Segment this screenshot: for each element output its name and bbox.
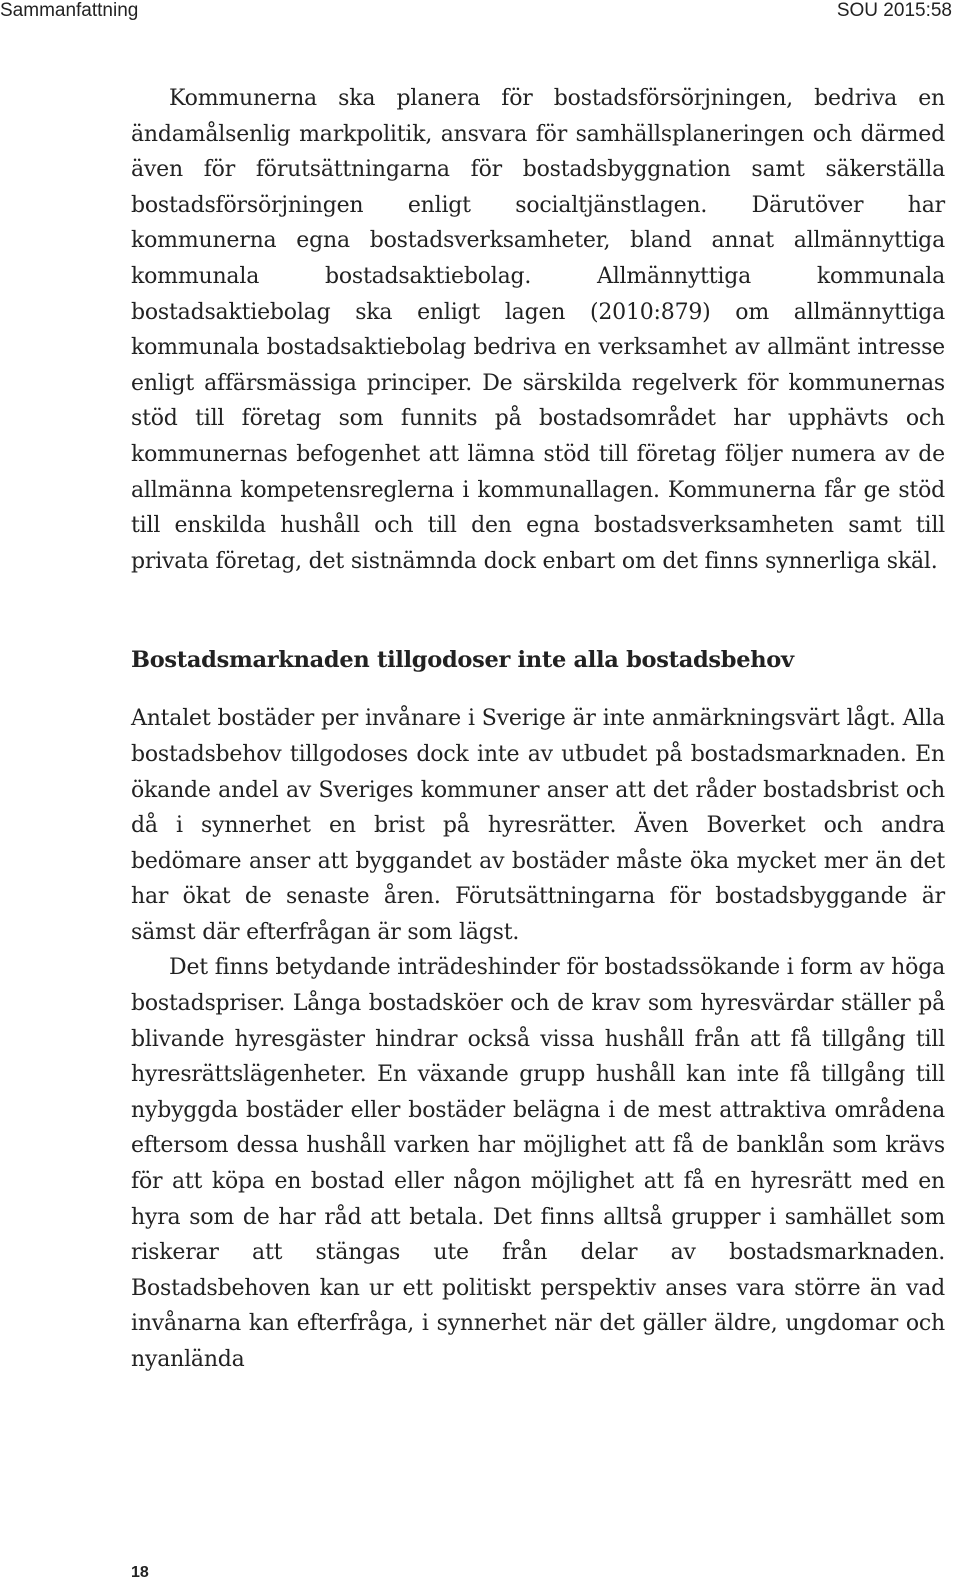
running-head-section: Sammanfattning (0, 0, 139, 21)
paragraph-entry-barriers: Det finns betydande inträdeshinder för bostadssökande i form av höga bostadspriser. Långa bostadsköer och de krav som hyresvärdar ställer på blivande hyresgäster hindrar också vissa hushåll från att få tillgång till hyresrättslägenheter. En växande grupp hushåll kan inte få tillgång till nybyggda bostäder eller bostäder belägna i de mest attraktiva områdena eftersom dessa hushåll varken har möjlighet att få de banklån som krävs för att köpa en bostad eller någon möjlighet att få en hyresrätt med en hyra som de har råd att betala. Det finns alltså grupper i samhället som riskerar att stängas ute från delar av bostadsmarknaden. Bostadsbehoven kan ur ett politiskt perspektiv anses vara större än vad invånarna kan efterfråga, i synnerhet när det gäller äldre, ungdomar och nyanlända (131, 955, 945, 1372)
paragraph-housing-shortage: Antalet bostäder per invånare i Sverige är inte anmärkningsvärt lågt. Alla bostadsbehov tillgodoses dock inte av utbudet på bostadsmarknaden. En ökande andel av Sveriges kommuner anser att det råder bostadsbrist och då i synnerhet en brist på hyresrätter. Även Boverket och andra bedömare anser att byggandet av bostäder måste öka mycket mer än det har ökat de senaste åren. Förutsättningarna för bostadsbyggande är sämst där efterfrågan är som lägst. (131, 706, 945, 945)
running-head-report-id: SOU 2015:58 (836, 0, 952, 21)
page-number: 18 (131, 1564, 149, 1581)
section-heading: Bostadsmarknaden tillgodoser inte alla bostadsbehov (131, 647, 794, 674)
paragraph-municipal-responsibility: Kommunerna ska planera för bostadsförsörjningen, bedriva en ändamålsenlig markpolitik, ansvara för samhällsplaneringen och därmed även för förutsättningarna för bostadsbyggnation samt säkerställa bostadsförsörjningen enligt socialtjänstlagen. Därutöver har kommunerna egna bostadsverksamheter, bland annat allmännyttiga kommunala bostadsaktiebolag. Allmännyttiga kommunala bostadsaktiebolag ska enligt lagen (2010:879) om allmännyttiga kommunala bostadsaktiebolag bedriva en verksamhet av allmänt intresse enligt affärsmässiga principer. De särskilda regelverk för kommunernas stöd till företag som funnits på bostadsområdet har upphävts och kommunernas befogenhet att lämna stöd till företag följer numera av de allmänna kompetensreglerna i kommunallagen. Kommunerna får ge stöd till enskilda hushåll och till den egna bostadsverksamheten samt till privata företag, det sistnämnda dock enbart om det finns synnerliga skäl. (131, 86, 945, 574)
running-head (0, 0, 960, 22)
page-content (131, 81, 945, 1378)
